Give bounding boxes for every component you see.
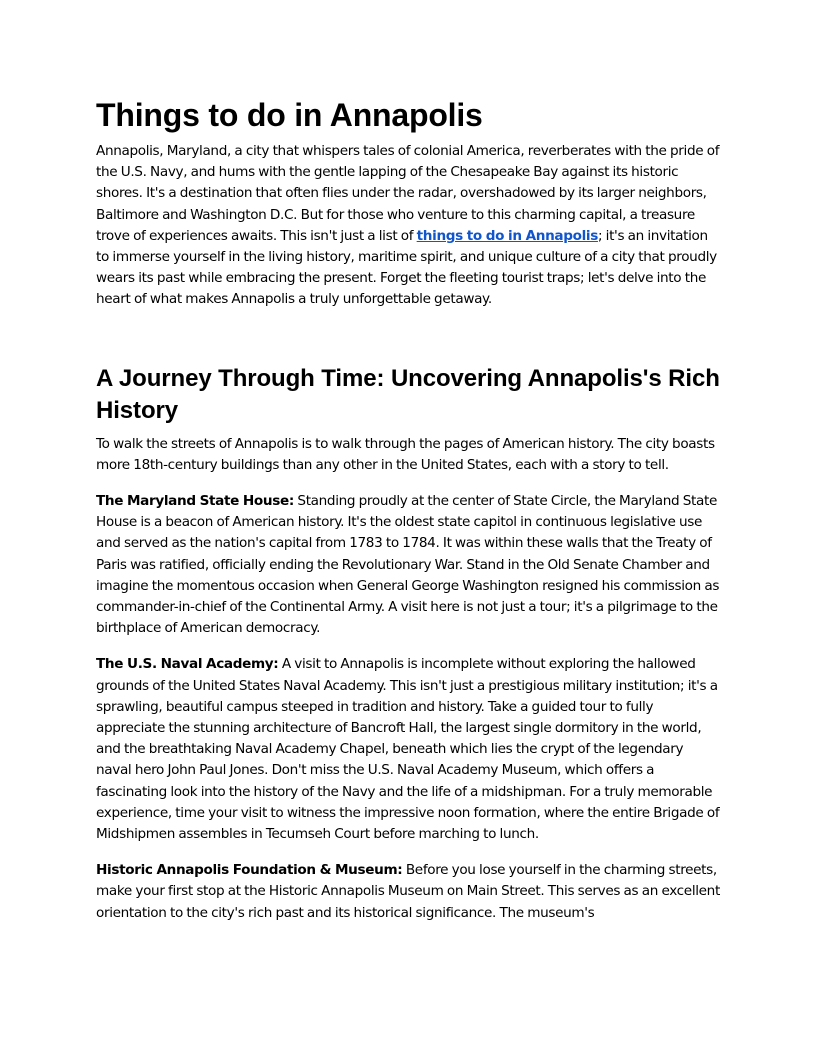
label-naval-academy: The U.S. Naval Academy: — [96, 656, 279, 673]
section-lead-paragraph: To walk the streets of Annapolis is to walk through the pages of American history. The city boasts more 18th-century buildings than any other in the United States, each with a story to tell. — [96, 435, 715, 473]
paragraph-historic-annapolis-museum — [96, 860, 720, 924]
text-naval-academy: A visit to Annapolis is incomplete without exploring the hallowed grounds of the United States Naval Academy. This isn't just a prestigious military institution; it's a sprawling, beautiful campus steeped in tradition and history. Take a guided tour to fully appreciate the stunning architecture of Bancroft Hall, the largest single dormitory in the world, and the breathtaking Naval Academy Chapel, beneath which lies the crypt of the legendary naval hero John Paul Jones. Don't miss the U.S. Naval Academy Museum, which offers a fascinating look into the history of the Navy and the life of a midshipman. For a truly memorable experience, time your visit to witness the impressive noon formation, where the entire Brigade of Midshipmen assembles in Tecumseh Court before marching to lunch. — [96, 656, 720, 843]
intro-paragraph — [96, 141, 720, 311]
intro-text-after-link: ; it's an invitation to immerse yourself in the living history, maritime spirit, and unique culture of a city that proudly wears its past while embracing the present. Forget the fleeting tourist traps; let's delve into the heart of what makes Annapolis a truly unforgettable getaway. — [96, 227, 717, 308]
paragraph-maryland-state-house — [96, 491, 720, 639]
document-page — [96, 96, 720, 939]
label-historic-annapolis-museum: Historic Annapolis Foundation & Museum: — [96, 862, 403, 879]
page-title: Things to do in Annapolis — [96, 97, 483, 133]
things-to-do-link[interactable]: things to do in Annapolis — [416, 227, 598, 244]
text-historic-annapolis-museum: Before you lose yourself in the charming streets, make your first stop at the Historic Annapolis Museum on Main Street. This serves as an excellent orientation to the city's rich past and its historical significance. The museum's — [96, 862, 720, 921]
intro-text-before-link: Annapolis, Maryland, a city that whispers tales of colonial America, reverberates with the pride of the U.S. Navy, and hums with the gentle lapping of the Chesapeake Bay against its historic shores. It's a destination that often flies under the radar, overshadowed by its larger neighbors, Baltimore and Washington D.C. But for those who venture to this charming capital, a treasure trove of experiences awaits. This isn't just a list of — [96, 143, 720, 244]
section-heading-history: A Journey Through Time: Uncovering Annapolis's Rich History — [96, 364, 720, 424]
paragraph-naval-academy — [96, 654, 720, 845]
text-maryland-state-house: Standing proudly at the center of State Circle, the Maryland State House is a beacon of American history. It's the oldest state capitol in continuous legislative use and served as the nation's capital from 1783 to 1784. It was within these walls that the Treaty of Paris was ratified, officially ending the Revolutionary War. Stand in the Old Senate Chamber and imagine the momentous occasion when General George Washington resigned his commission as commander-in-chief of the Continental Army. A visit here is not just a tour; it's a pilgrimage to the birthplace of American democracy. — [96, 493, 720, 637]
label-maryland-state-house: The Maryland State House: — [96, 493, 294, 510]
